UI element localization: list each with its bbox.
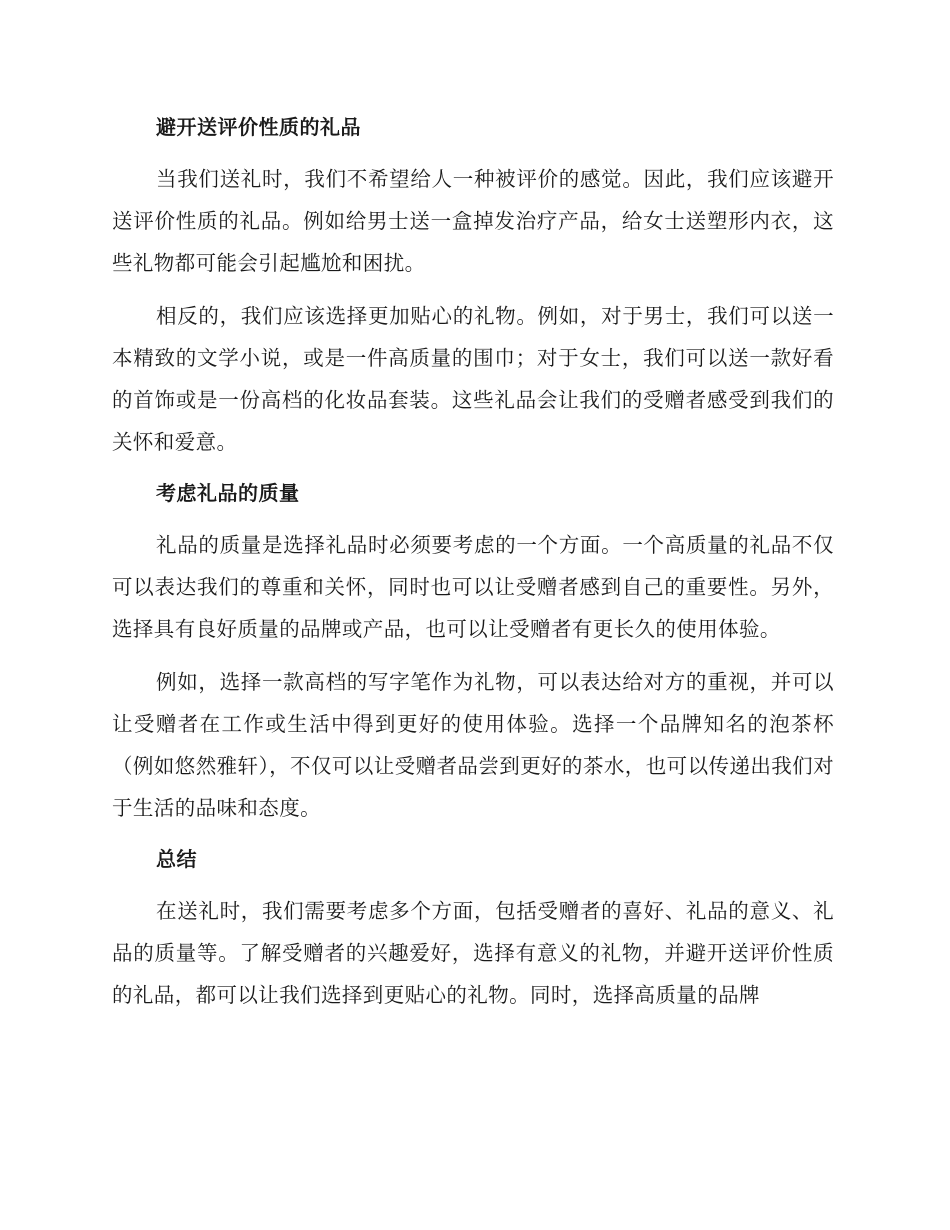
paragraph: 在送礼时，我们需要考虑多个方面，包括受赠者的喜好、礼品的意义、礼品的质量等。了解受赠者的兴趣爱好，选择有意义的礼物，并避开送评价性质的礼品，都可以让我们选择到更贴心的礼物。同时，选择高质量的品牌 — [112, 899, 834, 1007]
paragraph: 例如，选择一款高档的写字笔作为礼物，可以表达给对方的重视，并可以让受赠者在工作或生活中得到更好的使用体验。选择一个品牌知名的泡茶杯（例如悠然雅轩），不仅可以让受赠者品尝到更好的茶水，也可以传递出我们对于生活的品味和态度。 — [112, 670, 834, 820]
section-heading-avoid-evaluative-gifts: 避开送评价性质的礼品 — [156, 115, 361, 139]
paragraph: 礼品的质量是选择礼品时必须要考虑的一个方面。一个高质量的礼品不仅可以表达我们的尊重和关怀，同时也可以让受赠者感到自己的重要性。另外，选择具有良好质量的品牌或产品，也可以让受赠者有更长久的使用体验。 — [112, 533, 834, 641]
section-heading-summary: 总结 — [156, 847, 197, 871]
section-heading-gift-quality: 考虑礼品的质量 — [156, 481, 300, 505]
document-body — [112, 108, 834, 1016]
paragraph: 相反的，我们应该选择更加贴心的礼物。例如，对于男士，我们可以送一本精致的文学小说，或是一件高质量的围巾；对于女士，我们可以送一款好看的首饰或是一份高档的化妆品套装。这些礼品会让我们的受赠者感受到我们的关怀和爱意。 — [112, 304, 834, 454]
paragraph: 当我们送礼时，我们不希望给人一种被评价的感觉。因此，我们应该避开送评价性质的礼品。例如给男士送一盒掉发治疗产品，给女士送塑形内衣，这些礼物都可能会引起尴尬和困扰。 — [112, 167, 834, 275]
